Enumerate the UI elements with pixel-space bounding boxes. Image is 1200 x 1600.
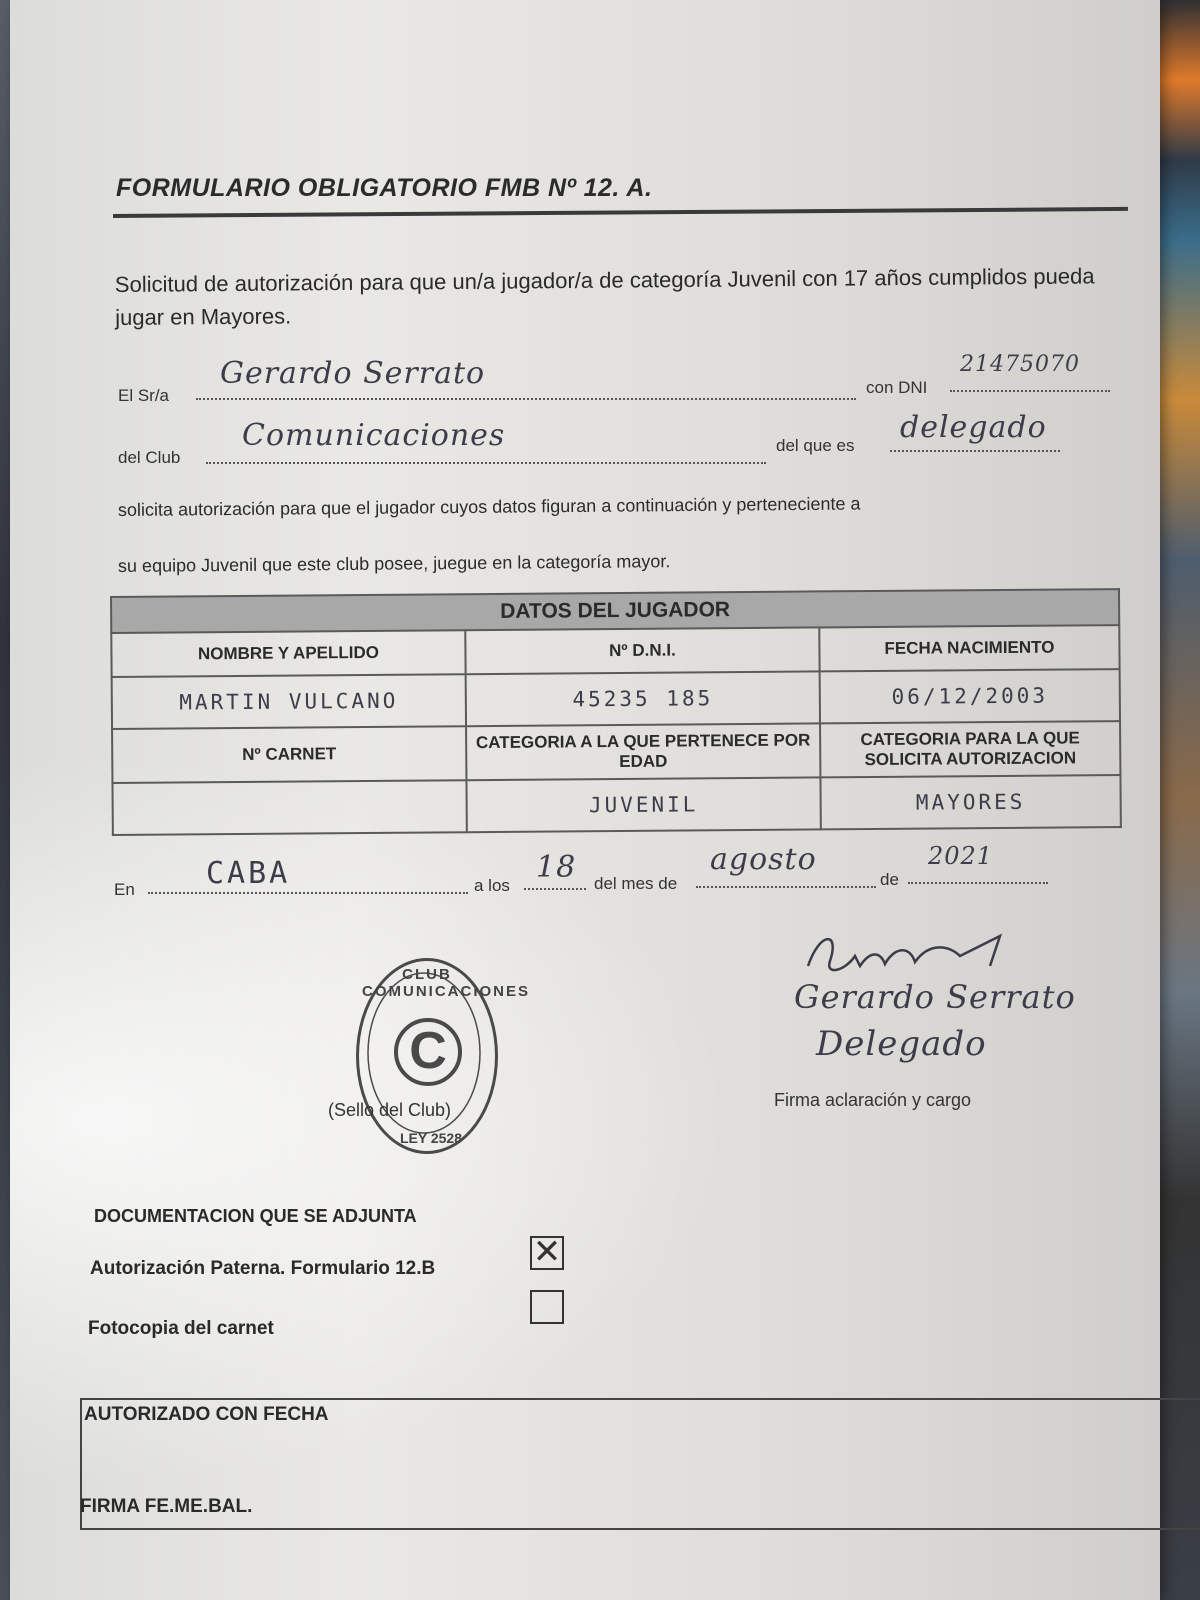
form-title: FORMULARIO OBLIGATORIO FMB Nº 12. A. [116,174,653,202]
handwritten-year: 2021 [928,842,994,870]
stamp-logo: C [394,1018,462,1086]
label-a-los: a los [474,876,510,895]
player-data-table [110,588,1122,836]
docs-heading: DOCUMENTACION QUE SE ADJUNTA [94,1206,417,1226]
docs-item-2-checkbox[interactable] [530,1290,564,1324]
handwritten-day: 18 [536,850,577,885]
docs-item-1-checkbox[interactable]: ✕ [530,1236,564,1270]
stamp-caption: (Sello del Club) [328,1100,452,1120]
player-category-age: JUVENIL [588,792,699,818]
label-en: En [114,880,135,899]
player-category-requested: MAYORES [915,789,1026,815]
header-category-age: CATEGORIA A LA QUE PERTENECE POR EDAD [466,723,820,780]
paragraph-1: solicita autorización para que el jugador cuyos datos figuran a continuación y perteneciente a [117,493,861,520]
label-role: del que es [776,436,855,455]
table-title: DATOS DEL JUGADOR [111,589,1119,633]
handwritten-club: Comunicaciones [242,418,506,453]
header-category-requested: CATEGORIA PARA LA QUE SOLICITA AUTORIZACION [820,721,1120,777]
header-dni: Nº D.N.I. [465,627,819,674]
label-mes: del mes de [594,874,678,893]
handwritten-place: CABA [206,856,291,891]
label-club: del Club [118,448,181,467]
handwritten-month: agosto [710,842,817,877]
header-carnet: Nº CARNET [112,726,466,783]
label-sr: El Sr/a [118,386,170,405]
title-divider [113,207,1128,218]
paragraph-2: su equipo Juvenil que este club posee, juegue en la categoría mayor. [117,551,671,576]
stamp-club-text: CLUB COMUNICACIONES [362,966,531,1000]
docs-item-1-label: Autorización Paterna. Formulario 12.B [90,1258,436,1279]
authorization-signature-label: FIRMA FE.ME.BAL. [80,1496,253,1517]
signature-name: Gerardo Serrato [794,978,1076,1016]
docs-item-2-label: Fotocopia del carnet [88,1318,274,1339]
player-name: MARTIN VULCANO [179,688,399,715]
handwritten-delegate-dni: 21475070 [960,352,1080,377]
signature-caption: Firma aclaración y cargo [774,1090,972,1110]
label-de: de [880,870,899,889]
form-intro: Solicitud de autorización para que un/a jugador/a de categoría Juvenil con 17 años cumplidos pueda jugar en Mayores. [114,263,1095,330]
header-birthdate: FECHA NACIMIENTO [819,625,1119,671]
label-dni: con DNI [866,378,928,397]
stamp-law-text: LEY 2528 [400,1130,463,1146]
place-field-line [148,866,468,894]
handwritten-role: delegado [900,410,1047,445]
signature-role: Delegado [816,1024,987,1064]
handwritten-delegate-name: Gerardo Serrato [220,356,486,391]
authorization-date-label: AUTORIZADO CON FECHA [84,1404,329,1425]
player-dni: 45235 185 [572,686,714,712]
header-name: NOMBRE Y APELLIDO [111,630,465,677]
form-sheet [10,0,1160,1600]
player-birthdate: 06/12/2003 [891,683,1049,709]
